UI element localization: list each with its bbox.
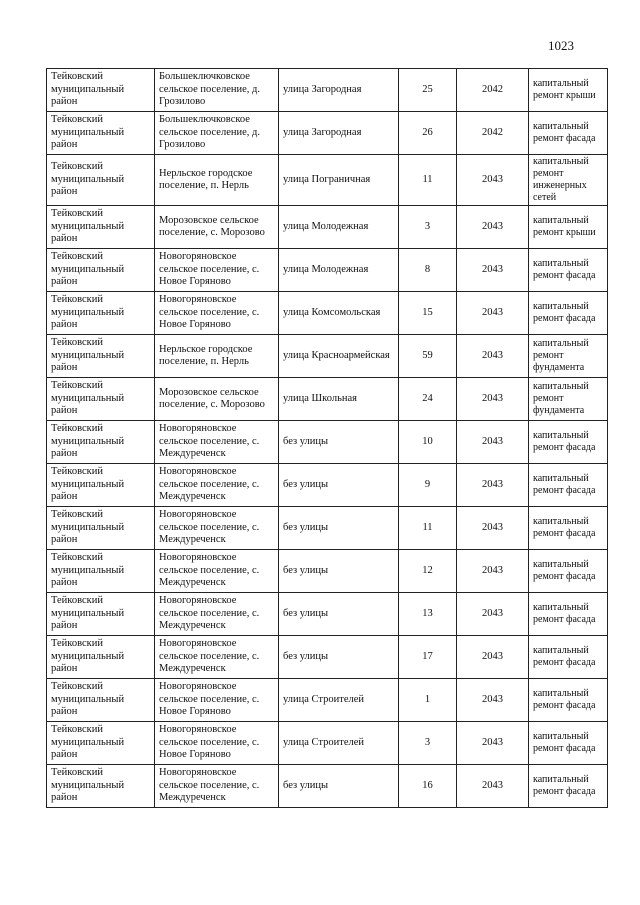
settlement-cell: Новогоряновское сельское поселение, с. Новое Горяново xyxy=(155,292,279,335)
settlement-cell: Новогоряновское сельское поселение, с. Новое Горяново xyxy=(155,249,279,292)
house-number-cell: 3 xyxy=(399,722,457,765)
settlement-cell: Новогоряновское сельское поселение, с. Новое Горяново xyxy=(155,722,279,765)
district-cell: Тейковский муниципальный район xyxy=(47,249,155,292)
street-cell: без улицы xyxy=(279,421,399,464)
table-row xyxy=(47,155,608,206)
work-type-cell: капитальный ремонт фасада xyxy=(529,550,608,593)
year-cell: 2043 xyxy=(457,155,529,206)
table-row xyxy=(47,464,608,507)
year-cell: 2043 xyxy=(457,249,529,292)
street-cell: без улицы xyxy=(279,593,399,636)
year-cell: 2042 xyxy=(457,69,529,112)
year-cell: 2043 xyxy=(457,636,529,679)
house-number-cell: 26 xyxy=(399,112,457,155)
district-cell: Тейковский муниципальный район xyxy=(47,507,155,550)
work-type-cell: капитальный ремонт фасада xyxy=(529,421,608,464)
work-type-cell: капитальный ремонт фасада xyxy=(529,722,608,765)
year-cell: 2043 xyxy=(457,679,529,722)
table-row xyxy=(47,507,608,550)
street-cell: улица Школьная xyxy=(279,378,399,421)
house-number-cell: 13 xyxy=(399,593,457,636)
year-cell: 2043 xyxy=(457,335,529,378)
district-cell: Тейковский муниципальный район xyxy=(47,155,155,206)
district-cell: Тейковский муниципальный район xyxy=(47,722,155,765)
settlement-cell: Морозовское сельское поселение, с. Морозово xyxy=(155,378,279,421)
street-cell: улица Молодежная xyxy=(279,206,399,249)
year-cell: 2043 xyxy=(457,292,529,335)
district-cell: Тейковский муниципальный район xyxy=(47,112,155,155)
settlement-cell: Новогоряновское сельское поселение, с. Междуреченск xyxy=(155,765,279,808)
district-cell: Тейковский муниципальный район xyxy=(47,335,155,378)
table-row xyxy=(47,636,608,679)
district-cell: Тейковский муниципальный район xyxy=(47,593,155,636)
street-cell: улица Загородная xyxy=(279,112,399,155)
district-cell: Тейковский муниципальный район xyxy=(47,69,155,112)
year-cell: 2043 xyxy=(457,421,529,464)
table-row xyxy=(47,292,608,335)
table-row xyxy=(47,679,608,722)
table-row xyxy=(47,593,608,636)
settlement-cell: Новогоряновское сельское поселение, с. Междуреченск xyxy=(155,593,279,636)
year-cell: 2043 xyxy=(457,593,529,636)
table-row xyxy=(47,765,608,808)
settlement-cell: Большеключковское сельское поселение, д. Грозилово xyxy=(155,112,279,155)
house-number-cell: 15 xyxy=(399,292,457,335)
page-number: 1023 xyxy=(548,38,574,53)
street-cell: улица Загородная xyxy=(279,69,399,112)
street-cell: без улицы xyxy=(279,765,399,808)
street-cell: улица Пограничная xyxy=(279,155,399,206)
table-row xyxy=(47,378,608,421)
table-body xyxy=(47,69,608,808)
table-row xyxy=(47,112,608,155)
street-cell: без улицы xyxy=(279,550,399,593)
street-cell: без улицы xyxy=(279,636,399,679)
year-cell: 2043 xyxy=(457,206,529,249)
work-type-cell: капитальный ремонт фундамента xyxy=(529,335,608,378)
work-type-cell: капитальный ремонт крыши xyxy=(529,206,608,249)
year-cell: 2043 xyxy=(457,722,529,765)
house-number-cell: 9 xyxy=(399,464,457,507)
district-cell: Тейковский муниципальный район xyxy=(47,636,155,679)
street-cell: улица Строителей xyxy=(279,722,399,765)
house-number-cell: 3 xyxy=(399,206,457,249)
house-number-cell: 25 xyxy=(399,69,457,112)
settlement-cell: Новогоряновское сельское поселение, с. Междуреченск xyxy=(155,464,279,507)
district-cell: Тейковский муниципальный район xyxy=(47,421,155,464)
table-row xyxy=(47,249,608,292)
district-cell: Тейковский муниципальный район xyxy=(47,292,155,335)
house-number-cell: 1 xyxy=(399,679,457,722)
work-type-cell: капитальный ремонт фасада xyxy=(529,507,608,550)
district-cell: Тейковский муниципальный район xyxy=(47,464,155,507)
year-cell: 2043 xyxy=(457,765,529,808)
settlement-cell: Новогоряновское сельское поселение, с. Новое Горяново xyxy=(155,679,279,722)
work-type-cell: капитальный ремонт фасада xyxy=(529,249,608,292)
settlement-cell: Нерльское городское поселение, п. Нерль xyxy=(155,155,279,206)
work-type-cell: капитальный ремонт фасада xyxy=(529,464,608,507)
house-number-cell: 16 xyxy=(399,765,457,808)
work-type-cell: капитальный ремонт фасада xyxy=(529,112,608,155)
table-row xyxy=(47,421,608,464)
year-cell: 2043 xyxy=(457,464,529,507)
year-cell: 2043 xyxy=(457,507,529,550)
house-number-cell: 10 xyxy=(399,421,457,464)
work-type-cell: капитальный ремонт фасада xyxy=(529,765,608,808)
house-number-cell: 12 xyxy=(399,550,457,593)
street-cell: улица Строителей xyxy=(279,679,399,722)
settlement-cell: Новогоряновское сельское поселение, с. Междуреченск xyxy=(155,507,279,550)
work-type-cell: капитальный ремонт фундамента xyxy=(529,378,608,421)
house-number-cell: 11 xyxy=(399,155,457,206)
year-cell: 2043 xyxy=(457,550,529,593)
street-cell: без улицы xyxy=(279,464,399,507)
street-cell: без улицы xyxy=(279,507,399,550)
settlement-cell: Новогоряновское сельское поселение, с. Междуреченск xyxy=(155,550,279,593)
house-number-cell: 17 xyxy=(399,636,457,679)
district-cell: Тейковский муниципальный район xyxy=(47,378,155,421)
table-row xyxy=(47,206,608,249)
table-row xyxy=(47,335,608,378)
table-row xyxy=(47,69,608,112)
year-cell: 2043 xyxy=(457,378,529,421)
settlement-cell: Новогоряновское сельское поселение, с. Междуреченск xyxy=(155,636,279,679)
settlement-cell: Нерльское городское поселение, п. Нерль xyxy=(155,335,279,378)
house-number-cell: 8 xyxy=(399,249,457,292)
repair-schedule-table xyxy=(46,68,608,808)
district-cell: Тейковский муниципальный район xyxy=(47,679,155,722)
settlement-cell: Большеключковское сельское поселение, д. Грозилово xyxy=(155,69,279,112)
district-cell: Тейковский муниципальный район xyxy=(47,206,155,249)
work-type-cell: капитальный ремонт крыши xyxy=(529,69,608,112)
street-cell: улица Молодежная xyxy=(279,249,399,292)
work-type-cell: капитальный ремонт фасада xyxy=(529,636,608,679)
work-type-cell: капитальный ремонт фасада xyxy=(529,679,608,722)
street-cell: улица Красноармейская xyxy=(279,335,399,378)
work-type-cell: капитальный ремонт фасада xyxy=(529,292,608,335)
settlement-cell: Морозовское сельское поселение, с. Морозово xyxy=(155,206,279,249)
district-cell: Тейковский муниципальный район xyxy=(47,550,155,593)
house-number-cell: 59 xyxy=(399,335,457,378)
table-row xyxy=(47,722,608,765)
work-type-cell: капитальный ремонт инженерных сетей xyxy=(529,155,608,206)
street-cell: улица Комсомольская xyxy=(279,292,399,335)
settlement-cell: Новогоряновское сельское поселение, с. Междуреченск xyxy=(155,421,279,464)
work-type-cell: капитальный ремонт фасада xyxy=(529,593,608,636)
house-number-cell: 24 xyxy=(399,378,457,421)
district-cell: Тейковский муниципальный район xyxy=(47,765,155,808)
year-cell: 2042 xyxy=(457,112,529,155)
table-row xyxy=(47,550,608,593)
house-number-cell: 11 xyxy=(399,507,457,550)
